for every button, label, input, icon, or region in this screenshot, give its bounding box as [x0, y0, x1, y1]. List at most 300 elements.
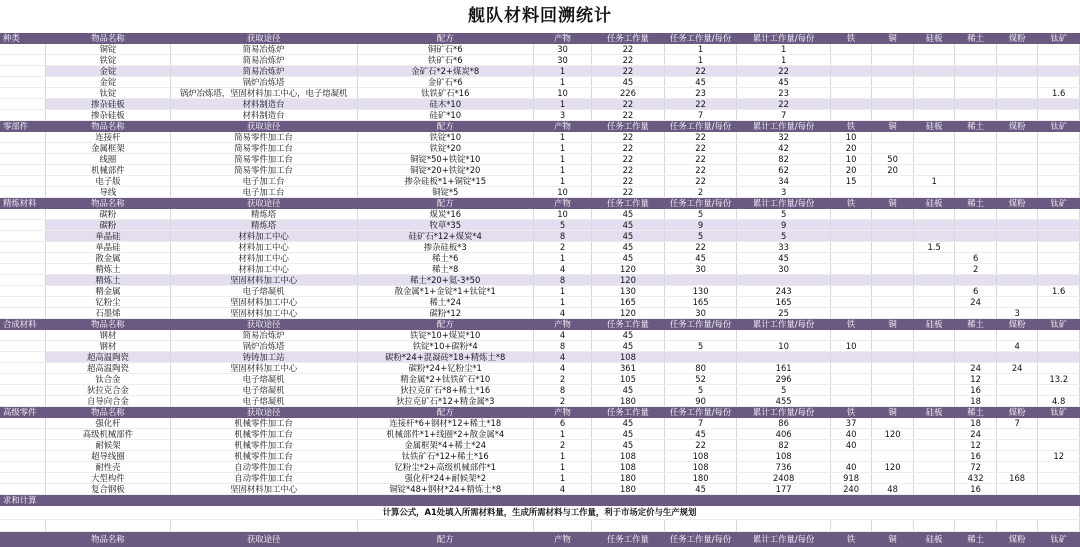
cell-coal[interactable]: [996, 275, 1038, 286]
cell-source[interactable]: 坚固材料加工中心: [170, 297, 357, 308]
cell-coal[interactable]: 7: [996, 418, 1038, 429]
cell-total-workload-per[interactable]: 9: [737, 220, 830, 231]
cell-source[interactable]: 简易冶炼炉: [170, 55, 357, 66]
column-header-copper[interactable]: 铜: [872, 407, 914, 418]
cell-output[interactable]: 8: [533, 341, 591, 352]
cell-task-workload-per[interactable]: 22: [664, 99, 737, 110]
cell-source[interactable]: 精炼塔: [170, 209, 357, 220]
cell-rare-earth[interactable]: [955, 275, 997, 286]
cell-task-workload[interactable]: 108: [592, 462, 665, 473]
column-header-recipe[interactable]: 配方: [357, 532, 533, 547]
cell-task-workload[interactable]: 22: [592, 187, 665, 198]
cell-output[interactable]: 1: [533, 176, 591, 187]
cell-source[interactable]: 简易冶炼炉: [170, 44, 357, 55]
cell-recipe[interactable]: 狄拉克矿石*12+精金属*3: [357, 396, 533, 407]
cell-copper[interactable]: [872, 275, 914, 286]
cell-iron[interactable]: 10: [830, 132, 872, 143]
column-header-source[interactable]: 获取途径: [170, 121, 357, 132]
cell-iron[interactable]: [830, 99, 872, 110]
empty-cell[interactable]: [955, 520, 997, 532]
cell-copper[interactable]: [872, 209, 914, 220]
cell-task-workload[interactable]: 22: [592, 66, 665, 77]
cell-recipe[interactable]: 金属框架*4+稀土*24: [357, 440, 533, 451]
cell-silicon[interactable]: [913, 341, 955, 352]
cell-source[interactable]: 简易零件加工台: [170, 165, 357, 176]
cell-recipe[interactable]: 碳粉*24+混凝砖*18+精炼土*8: [357, 352, 533, 363]
cell-recipe[interactable]: 铜锭*48+钢材*24+精炼土*8: [357, 484, 533, 495]
cell-copper[interactable]: [872, 77, 914, 88]
row-spacer[interactable]: [0, 374, 46, 385]
column-header-copper[interactable]: 铜: [872, 33, 914, 44]
cell-item-name[interactable]: 金锭: [46, 66, 171, 77]
cell-item-name[interactable]: 高级机械部件: [46, 429, 171, 440]
cell-iron[interactable]: 20: [830, 165, 872, 176]
cell-source[interactable]: 自动零件加工台: [170, 462, 357, 473]
cell-iron[interactable]: 10: [830, 154, 872, 165]
cell-task-workload[interactable]: 180: [592, 396, 665, 407]
empty-cell[interactable]: [664, 520, 737, 532]
cell-task-workload-per[interactable]: 45: [664, 253, 737, 264]
cell-iron[interactable]: 40: [830, 429, 872, 440]
cell-rare-earth[interactable]: 12: [955, 440, 997, 451]
column-header-silicon[interactable]: 硅板: [913, 198, 955, 209]
cell-task-workload[interactable]: 165: [592, 297, 665, 308]
empty-cell[interactable]: [830, 520, 872, 532]
cell-coal[interactable]: [996, 88, 1038, 99]
row-spacer[interactable]: [0, 396, 46, 407]
column-header-coal[interactable]: 煤粉: [996, 121, 1038, 132]
column-header-item-name[interactable]: 物品名称: [46, 407, 171, 418]
cell-copper[interactable]: 120: [872, 429, 914, 440]
column-header-titanium[interactable]: 钛矿: [1038, 33, 1080, 44]
cell-iron[interactable]: [830, 286, 872, 297]
cell-recipe[interactable]: 金矿石*2+煤炭*8: [357, 66, 533, 77]
cell-titanium[interactable]: [1038, 55, 1080, 66]
cell-task-workload-per[interactable]: 45: [664, 429, 737, 440]
cell-copper[interactable]: [872, 374, 914, 385]
column-header-silicon[interactable]: 硅板: [913, 407, 955, 418]
cell-silicon[interactable]: [913, 286, 955, 297]
header-cell[interactable]: [830, 495, 872, 506]
cell-source[interactable]: 机械零件加工台: [170, 451, 357, 462]
cell-silicon[interactable]: [913, 231, 955, 242]
cell-task-workload[interactable]: 22: [592, 132, 665, 143]
cell-coal[interactable]: [996, 396, 1038, 407]
cell-task-workload-per[interactable]: 5: [664, 209, 737, 220]
cell-copper[interactable]: [872, 143, 914, 154]
cell-coal[interactable]: [996, 385, 1038, 396]
row-spacer[interactable]: [0, 165, 46, 176]
cell-iron[interactable]: [830, 264, 872, 275]
cell-coal[interactable]: 3: [996, 308, 1038, 319]
cell-silicon[interactable]: [913, 374, 955, 385]
cell-source[interactable]: 简易零件加工台: [170, 154, 357, 165]
cell-item-name[interactable]: 耐候架: [46, 440, 171, 451]
cell-total-workload-per[interactable]: 32: [737, 132, 830, 143]
row-spacer[interactable]: [0, 308, 46, 319]
cell-silicon[interactable]: [913, 385, 955, 396]
cell-source[interactable]: 坚固材料加工中心: [170, 484, 357, 495]
column-header-rare-earth[interactable]: 稀土: [955, 198, 997, 209]
cell-output[interactable]: 6: [533, 418, 591, 429]
cell-item-name[interactable]: 金锭: [46, 77, 171, 88]
cell-item-name[interactable]: 金属框架: [46, 143, 171, 154]
cell-source[interactable]: 电子加工台: [170, 187, 357, 198]
row-spacer[interactable]: [0, 242, 46, 253]
cell-iron[interactable]: [830, 385, 872, 396]
cell-task-workload[interactable]: 45: [592, 429, 665, 440]
cell-source[interactable]: 坚固材料加工中心: [170, 308, 357, 319]
cell-item-name[interactable]: 精炼土: [46, 264, 171, 275]
cell-item-name[interactable]: 铁锭: [46, 55, 171, 66]
cell-copper[interactable]: [872, 385, 914, 396]
cell-silicon[interactable]: [913, 484, 955, 495]
cell-titanium[interactable]: [1038, 110, 1080, 121]
cell-coal[interactable]: [996, 77, 1038, 88]
cell-task-workload-per[interactable]: 108: [664, 451, 737, 462]
cell-item-name[interactable]: 机械部件: [46, 165, 171, 176]
cell-recipe[interactable]: 稀土*24: [357, 297, 533, 308]
cell-iron[interactable]: [830, 44, 872, 55]
empty-cell[interactable]: [872, 520, 914, 532]
row-spacer[interactable]: [0, 341, 46, 352]
cell-item-name[interactable]: 线圈: [46, 154, 171, 165]
cell-rare-earth[interactable]: [955, 308, 997, 319]
empty-cell[interactable]: [533, 520, 591, 532]
empty-cell[interactable]: [1038, 520, 1080, 532]
cell-titanium[interactable]: [1038, 418, 1080, 429]
column-header-task-workload[interactable]: 任务工作量: [592, 198, 665, 209]
cell-total-workload-per[interactable]: 30: [737, 264, 830, 275]
cell-task-workload[interactable]: 45: [592, 242, 665, 253]
cell-titanium[interactable]: [1038, 330, 1080, 341]
cell-item-name[interactable]: 连接杆: [46, 132, 171, 143]
cell-total-workload-per[interactable]: 42: [737, 143, 830, 154]
cell-task-workload[interactable]: 22: [592, 99, 665, 110]
cell-iron[interactable]: [830, 374, 872, 385]
cell-output[interactable]: 2: [533, 374, 591, 385]
cell-item-name[interactable]: 单晶硅: [46, 231, 171, 242]
column-header-task-workload-per[interactable]: 任务工作量/每份: [664, 198, 737, 209]
cell-rare-earth[interactable]: 16: [955, 451, 997, 462]
header-cell[interactable]: [533, 495, 591, 506]
column-header-coal[interactable]: 煤粉: [996, 198, 1038, 209]
row-spacer[interactable]: [0, 77, 46, 88]
cell-item-name[interactable]: 钢材: [46, 341, 171, 352]
cell-copper[interactable]: [872, 110, 914, 121]
cell-output[interactable]: 10: [533, 187, 591, 198]
cell-recipe[interactable]: 铁矿石*6: [357, 55, 533, 66]
cell-recipe[interactable]: 散金属*1+金锭*1+钛锭*1: [357, 286, 533, 297]
row-spacer[interactable]: [0, 99, 46, 110]
cell-silicon[interactable]: [913, 429, 955, 440]
cell-total-workload-per[interactable]: 5: [737, 231, 830, 242]
cell-task-workload-per[interactable]: [664, 330, 737, 341]
cell-silicon[interactable]: [913, 143, 955, 154]
cell-titanium[interactable]: [1038, 66, 1080, 77]
cell-total-workload-per[interactable]: 22: [737, 66, 830, 77]
cell-recipe[interactable]: 铁锭*10: [357, 132, 533, 143]
cell-task-workload-per[interactable]: 45: [664, 77, 737, 88]
cell-task-workload[interactable]: 120: [592, 308, 665, 319]
cell-titanium[interactable]: 13.2: [1038, 374, 1080, 385]
cell-coal[interactable]: [996, 242, 1038, 253]
column-header-source[interactable]: 获取途径: [170, 33, 357, 44]
cell-total-workload-per[interactable]: 62: [737, 165, 830, 176]
cell-rare-earth[interactable]: 18: [955, 418, 997, 429]
cell-recipe[interactable]: 铜锭*50+铁锭*10: [357, 154, 533, 165]
cell-silicon[interactable]: [913, 66, 955, 77]
cell-recipe[interactable]: 硅矿*10: [357, 110, 533, 121]
row-spacer[interactable]: [0, 66, 46, 77]
cell-source[interactable]: 材料加工中心: [170, 253, 357, 264]
cell-output[interactable]: 1: [533, 473, 591, 484]
column-header-recipe[interactable]: 配方: [357, 319, 533, 330]
cell-source[interactable]: 材料制造台: [170, 99, 357, 110]
column-header-total-workload-per[interactable]: 累计工作量/每份: [737, 121, 830, 132]
column-header-item-name[interactable]: 物品名称: [46, 532, 171, 547]
cell-source[interactable]: 铸铸加工站: [170, 352, 357, 363]
cell-output[interactable]: 10: [533, 88, 591, 99]
cell-task-workload-per[interactable]: 5: [664, 231, 737, 242]
cell-output[interactable]: 1: [533, 451, 591, 462]
header-cell[interactable]: [955, 495, 997, 506]
cell-output[interactable]: 1: [533, 165, 591, 176]
section-label[interactable]: 零部件: [0, 121, 46, 132]
cell-output[interactable]: 4: [533, 484, 591, 495]
cell-output[interactable]: 1: [533, 143, 591, 154]
row-spacer[interactable]: [0, 231, 46, 242]
cell-silicon[interactable]: [913, 187, 955, 198]
cell-recipe[interactable]: 铁锭*10+碳粉*4: [357, 341, 533, 352]
cell-iron[interactable]: [830, 209, 872, 220]
cell-titanium[interactable]: 1.6: [1038, 286, 1080, 297]
column-header-source[interactable]: 获取途径: [170, 198, 357, 209]
cell-task-workload-per[interactable]: 5: [664, 341, 737, 352]
cell-iron[interactable]: 240: [830, 484, 872, 495]
cell-titanium[interactable]: 4.8: [1038, 396, 1080, 407]
cell-task-workload[interactable]: 22: [592, 143, 665, 154]
column-header-silicon[interactable]: 硅板: [913, 319, 955, 330]
cell-rare-earth[interactable]: 432: [955, 473, 997, 484]
cell-total-workload-per[interactable]: 296: [737, 374, 830, 385]
cell-source[interactable]: 自动零件加工台: [170, 473, 357, 484]
column-header-iron[interactable]: 铁: [830, 532, 872, 547]
cell-source[interactable]: 材料加工中心: [170, 264, 357, 275]
cell-total-workload-per[interactable]: 22: [737, 99, 830, 110]
cell-task-workload-per[interactable]: 80: [664, 363, 737, 374]
cell-task-workload[interactable]: 22: [592, 110, 665, 121]
empty-cell[interactable]: [46, 520, 171, 532]
cell-titanium[interactable]: [1038, 473, 1080, 484]
cell-titanium[interactable]: [1038, 44, 1080, 55]
cell-coal[interactable]: [996, 187, 1038, 198]
cell-silicon[interactable]: [913, 330, 955, 341]
cell-coal[interactable]: [996, 429, 1038, 440]
cell-task-workload[interactable]: 45: [592, 418, 665, 429]
cell-item-name[interactable]: 钇粉尘: [46, 297, 171, 308]
column-header-source[interactable]: 获取途径: [170, 407, 357, 418]
column-header-rare-earth[interactable]: 稀土: [955, 532, 997, 547]
cell-recipe[interactable]: 稀土*6: [357, 253, 533, 264]
cell-titanium[interactable]: 1.6: [1038, 88, 1080, 99]
cell-source[interactable]: 机械零件加工台: [170, 440, 357, 451]
cell-total-workload-per[interactable]: 2408: [737, 473, 830, 484]
cell-coal[interactable]: [996, 44, 1038, 55]
cell-copper[interactable]: [872, 264, 914, 275]
cell-total-workload-per[interactable]: 23: [737, 88, 830, 99]
empty-cell[interactable]: [996, 520, 1038, 532]
cell-iron[interactable]: [830, 352, 872, 363]
cell-task-workload-per[interactable]: 30: [664, 264, 737, 275]
cell-rare-earth[interactable]: 72: [955, 462, 997, 473]
column-header-iron[interactable]: 铁: [830, 33, 872, 44]
cell-task-workload[interactable]: 180: [592, 473, 665, 484]
cell-recipe[interactable]: 掺杂硅板*1+铜锭*15: [357, 176, 533, 187]
column-header-total-workload-per[interactable]: 累计工作量/每份: [737, 319, 830, 330]
cell-item-name[interactable]: 复合钢板: [46, 484, 171, 495]
cell-task-workload-per[interactable]: 30: [664, 308, 737, 319]
row-spacer[interactable]: [0, 473, 46, 484]
cell-rare-earth[interactable]: [955, 77, 997, 88]
cell-titanium[interactable]: [1038, 363, 1080, 374]
cell-titanium[interactable]: [1038, 99, 1080, 110]
cell-task-workload[interactable]: 108: [592, 451, 665, 462]
column-header-rare-earth[interactable]: 稀土: [955, 319, 997, 330]
cell-rare-earth[interactable]: [955, 242, 997, 253]
cell-item-name[interactable]: 超高温陶瓷: [46, 352, 171, 363]
row-spacer[interactable]: [0, 143, 46, 154]
cell-copper[interactable]: [872, 473, 914, 484]
cell-iron[interactable]: [830, 253, 872, 264]
cell-copper[interactable]: [872, 187, 914, 198]
cell-recipe[interactable]: 铜矿石*6: [357, 44, 533, 55]
cell-item-name[interactable]: 精金属: [46, 286, 171, 297]
cell-copper[interactable]: [872, 286, 914, 297]
section-label[interactable]: [0, 532, 46, 547]
cell-total-workload-per[interactable]: 7: [737, 110, 830, 121]
cell-silicon[interactable]: [913, 55, 955, 66]
cell-total-workload-per[interactable]: 108: [737, 451, 830, 462]
cell-total-workload-per[interactable]: 5: [737, 209, 830, 220]
cell-iron[interactable]: [830, 66, 872, 77]
header-cell[interactable]: [170, 495, 357, 506]
cell-item-name[interactable]: 强化杆: [46, 418, 171, 429]
cell-recipe[interactable]: 连接杆*6+钢材*12+稀土*18: [357, 418, 533, 429]
cell-titanium[interactable]: [1038, 462, 1080, 473]
cell-source[interactable]: 机械零件加工台: [170, 429, 357, 440]
cell-task-workload-per[interactable]: 1: [664, 55, 737, 66]
cell-task-workload-per[interactable]: 22: [664, 176, 737, 187]
cell-task-workload-per[interactable]: 7: [664, 110, 737, 121]
section-label[interactable]: 求和计算: [0, 495, 46, 506]
cell-output[interactable]: 5: [533, 220, 591, 231]
cell-task-workload-per[interactable]: 2: [664, 187, 737, 198]
header-cell[interactable]: [872, 495, 914, 506]
cell-coal[interactable]: [996, 154, 1038, 165]
cell-copper[interactable]: 48: [872, 484, 914, 495]
column-header-output[interactable]: 产物: [533, 121, 591, 132]
cell-item-name[interactable]: 耐性壳: [46, 462, 171, 473]
cell-titanium[interactable]: [1038, 253, 1080, 264]
cell-silicon[interactable]: [913, 154, 955, 165]
cell-source[interactable]: 材料制造台: [170, 110, 357, 121]
cell-silicon[interactable]: [913, 462, 955, 473]
row-spacer[interactable]: [0, 187, 46, 198]
cell-titanium[interactable]: [1038, 77, 1080, 88]
cell-coal[interactable]: [996, 264, 1038, 275]
cell-rare-earth[interactable]: [955, 231, 997, 242]
cell-rare-earth[interactable]: [955, 165, 997, 176]
column-header-output[interactable]: 产物: [533, 33, 591, 44]
cell-task-workload-per[interactable]: 165: [664, 297, 737, 308]
cell-recipe[interactable]: 钛铁矿石*12+稀土*16: [357, 451, 533, 462]
cell-copper[interactable]: [872, 451, 914, 462]
cell-output[interactable]: 1: [533, 66, 591, 77]
section-label[interactable]: 高级零件: [0, 407, 46, 418]
cell-item-name[interactable]: 超导线圈: [46, 451, 171, 462]
column-header-total-workload-per[interactable]: 累计工作量/每份: [737, 198, 830, 209]
cell-task-workload[interactable]: 130: [592, 286, 665, 297]
cell-task-workload[interactable]: 45: [592, 440, 665, 451]
header-cell[interactable]: [996, 495, 1038, 506]
cell-task-workload-per[interactable]: [664, 352, 737, 363]
cell-task-workload[interactable]: 45: [592, 341, 665, 352]
section-label[interactable]: 精炼材料: [0, 198, 46, 209]
cell-output[interactable]: 1: [533, 462, 591, 473]
column-header-titanium[interactable]: 钛矿: [1038, 198, 1080, 209]
cell-output[interactable]: 10: [533, 209, 591, 220]
cell-coal[interactable]: [996, 352, 1038, 363]
cell-rare-earth[interactable]: 24: [955, 363, 997, 374]
cell-task-workload[interactable]: 45: [592, 253, 665, 264]
cell-copper[interactable]: [872, 132, 914, 143]
cell-source[interactable]: 锅炉冶炼塔: [170, 77, 357, 88]
cell-task-workload-per[interactable]: 130: [664, 286, 737, 297]
cell-source[interactable]: 精炼塔: [170, 220, 357, 231]
cell-item-name[interactable]: 石墨烯: [46, 308, 171, 319]
cell-copper[interactable]: [872, 352, 914, 363]
cell-task-workload[interactable]: 120: [592, 264, 665, 275]
cell-total-workload-per[interactable]: 33: [737, 242, 830, 253]
cell-rare-earth[interactable]: 2: [955, 264, 997, 275]
cell-total-workload-per[interactable]: 1: [737, 44, 830, 55]
cell-total-workload-per[interactable]: 25: [737, 308, 830, 319]
column-header-rare-earth[interactable]: 稀土: [955, 33, 997, 44]
cell-output[interactable]: 1: [533, 297, 591, 308]
column-header-copper[interactable]: 铜: [872, 319, 914, 330]
cell-copper[interactable]: [872, 297, 914, 308]
row-spacer[interactable]: [0, 44, 46, 55]
cell-iron[interactable]: 20: [830, 143, 872, 154]
cell-recipe[interactable]: 机械部件*1+线圈*2+散金属*4: [357, 429, 533, 440]
cell-output[interactable]: 3: [533, 110, 591, 121]
cell-iron[interactable]: [830, 275, 872, 286]
column-header-coal[interactable]: 煤粉: [996, 33, 1038, 44]
cell-total-workload-per[interactable]: 34: [737, 176, 830, 187]
column-header-source[interactable]: 获取途径: [170, 532, 357, 547]
cell-titanium[interactable]: [1038, 231, 1080, 242]
column-header-task-workload-per[interactable]: 任务工作量/每份: [664, 33, 737, 44]
column-header-task-workload-per[interactable]: 任务工作量/每份: [664, 532, 737, 547]
column-header-task-workload[interactable]: 任务工作量: [592, 33, 665, 44]
column-header-item-name[interactable]: 物品名称: [46, 319, 171, 330]
cell-titanium[interactable]: [1038, 132, 1080, 143]
cell-rare-earth[interactable]: [955, 132, 997, 143]
cell-task-workload-per[interactable]: 5: [664, 385, 737, 396]
column-header-titanium[interactable]: 钛矿: [1038, 532, 1080, 547]
cell-total-workload-per[interactable]: 161: [737, 363, 830, 374]
